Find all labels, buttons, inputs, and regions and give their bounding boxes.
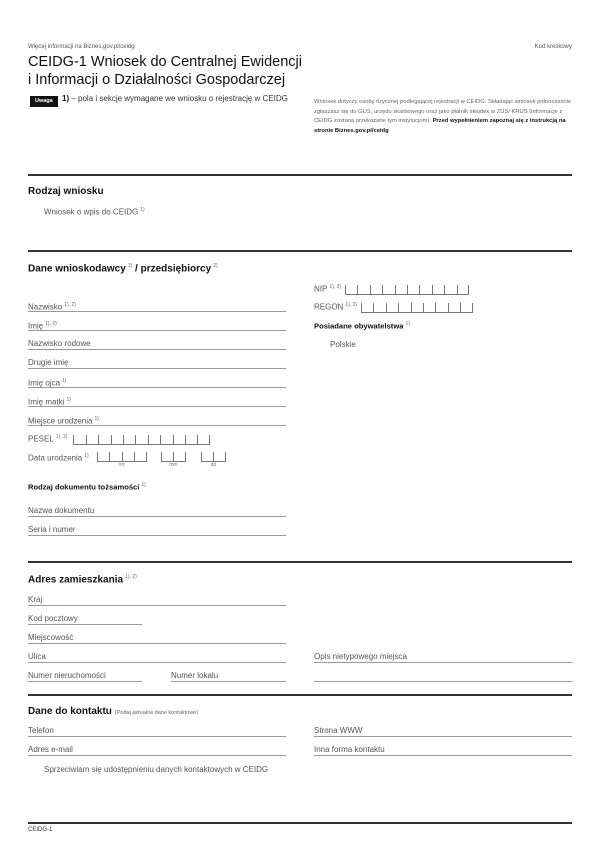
birth-day-group [201, 451, 226, 468]
field-seria-numer[interactable] [28, 524, 286, 536]
field-label: Telefon [28, 726, 54, 735]
digit-box[interactable] [448, 303, 460, 313]
footnote-sup: 1), 2) [329, 284, 342, 290]
barcode-label: Kod kreskowy [534, 44, 572, 50]
page-title [28, 53, 302, 89]
digit-box[interactable] [435, 303, 447, 313]
footer-form-code: CEIDG-1 [28, 827, 53, 833]
digit-box[interactable] [173, 435, 185, 445]
required-note [62, 94, 292, 104]
digit-box[interactable] [135, 435, 147, 445]
birth-year-group [97, 451, 147, 468]
digit-box[interactable] [160, 435, 172, 445]
field-nazwa-dokumentu[interactable] [28, 505, 286, 517]
digit-box[interactable] [398, 303, 410, 313]
field-label: Nazwisko [28, 302, 63, 312]
field-drugie-imie[interactable] [28, 357, 286, 369]
digit-box[interactable] [411, 303, 423, 313]
field-label: Miejsce urodzenia [28, 416, 93, 426]
more-info-link[interactable]: Więcej informacji na Biznes.gov.pl/ceidg [28, 44, 135, 50]
section-title-rodzaj: Rodzaj wniosku [28, 186, 104, 197]
digit-box[interactable] [111, 435, 123, 445]
field-label: Drugie imię [28, 358, 69, 367]
digit-box[interactable] [373, 303, 385, 313]
digit-box[interactable] [122, 452, 134, 462]
section-title-adres [28, 574, 137, 585]
nip-label [314, 282, 341, 295]
field-ulica[interactable] [28, 651, 286, 663]
option-sprzeciw[interactable]: Sprzeciwiam się udostępnieniu danych kontaktowych w CEIDG [44, 765, 269, 774]
regon-row [314, 300, 473, 313]
digit-box[interactable] [97, 452, 109, 462]
digit-box[interactable] [148, 435, 160, 445]
year-caption: rrrr [118, 462, 126, 468]
birth-date-label [28, 451, 89, 464]
section-title-kontakt [28, 706, 198, 717]
digit-box[interactable] [123, 435, 135, 445]
footnote-sup: 1) [127, 263, 133, 269]
footnote-sup: 1), 2) [64, 302, 76, 308]
field-opis-miejsca[interactable] [314, 651, 572, 663]
option-wpis-label: Wniosek o wpis do CEIDG [44, 207, 139, 217]
field-label: Imię ojca [28, 378, 61, 388]
footnote-sup: 1), 2) [45, 321, 57, 327]
digit-box[interactable] [161, 452, 173, 462]
pesel-row [28, 432, 210, 445]
title-line-2: i Informacji o Działalności Gospodarczej [28, 72, 286, 88]
citizenship-option-polskie[interactable]: Polskie [330, 340, 356, 349]
day-caption: dd [210, 462, 217, 468]
field-miejscowosc[interactable] [28, 632, 286, 644]
month-caption: mm [169, 462, 178, 468]
field-label: Ulica [28, 652, 46, 661]
footnote-sup: 1), 2) [55, 434, 68, 440]
field-label: PESEL [28, 434, 54, 444]
field-label: Data urodzenia [28, 453, 83, 463]
id-doc-heading [28, 482, 146, 492]
nip-row [314, 282, 469, 295]
citizenship-label: Posiadane obywatelstwa [314, 321, 404, 331]
birth-day-input[interactable] [201, 451, 226, 462]
field-label: Imię [28, 321, 44, 331]
field-nazwisko-rodowe[interactable] [28, 338, 286, 350]
field-kod-pocztowy[interactable] [28, 613, 142, 625]
digit-box[interactable] [407, 285, 419, 295]
field-label: Kraj [28, 595, 43, 604]
digit-box[interactable] [423, 303, 435, 313]
nip-input[interactable] [345, 284, 469, 295]
field-label: NIP [314, 284, 328, 294]
field-label: Numer nieruchomości [28, 671, 106, 680]
title-part-b: / przedsiębiorcy [132, 263, 212, 275]
footnote-sup: 2) [213, 263, 218, 269]
field-kraj[interactable] [28, 594, 286, 606]
section-note: (Podaj aktualne dane kontaktowe) [114, 710, 199, 716]
footnote-sup: 1), 2) [125, 574, 137, 580]
title-text: Adres zamieszkania [28, 574, 124, 586]
title-line-1: CEIDG-1 Wniosek do Centralnej Ewidencji [28, 54, 302, 70]
digit-box[interactable] [213, 452, 225, 462]
birth-month-input[interactable] [161, 451, 186, 462]
digit-box[interactable] [109, 452, 121, 462]
field-label: Opis nietypowego miejsca [314, 652, 407, 661]
field-inna-forma[interactable] [314, 744, 572, 756]
digit-box[interactable] [98, 435, 110, 445]
digit-box[interactable] [361, 303, 373, 313]
warning-badge: Uwaga [30, 96, 58, 107]
field-label: Nazwisko rodowe [28, 339, 91, 348]
field-strona-www[interactable] [314, 725, 572, 737]
footnote-sup: 1) [84, 453, 89, 459]
field-label: Strona WWW [314, 726, 363, 735]
field-imie[interactable] [28, 319, 286, 331]
option-wpis[interactable] [44, 207, 145, 217]
field-nazwisko[interactable] [28, 300, 286, 312]
title-part-a: Dane wnioskodawcy [28, 263, 126, 275]
digit-box[interactable] [419, 285, 431, 295]
digit-box[interactable] [345, 285, 357, 295]
digit-box[interactable] [357, 285, 369, 295]
digit-box[interactable] [197, 435, 209, 445]
intro-text [314, 98, 572, 136]
field-imie-matki[interactable] [28, 395, 286, 407]
footnote-sup: 1) [94, 416, 99, 422]
digit-box[interactable] [370, 285, 382, 295]
birth-year-input[interactable] [97, 451, 147, 462]
pesel-input[interactable] [73, 434, 209, 445]
digit-box[interactable] [185, 435, 197, 445]
section-divider [28, 250, 572, 252]
citizenship-heading [314, 321, 410, 331]
section-divider [28, 561, 572, 563]
field-imie-ojca[interactable] [28, 376, 286, 388]
digit-box[interactable] [457, 285, 469, 295]
birth-date-row [28, 451, 89, 464]
field-label: Numer lokalu [171, 671, 219, 680]
digit-box[interactable] [460, 303, 472, 313]
field-label: Nazwa dokumentu [28, 506, 95, 515]
footnote-sup: 1) [140, 207, 145, 213]
footnote-sup: 1) [66, 397, 71, 403]
section-divider [28, 694, 572, 696]
id-doc-label: Rodzaj dokumentu tożsamości [28, 482, 140, 492]
digit-box[interactable] [395, 285, 407, 295]
field-label: Seria i numer [28, 525, 76, 534]
pesel-label [28, 432, 67, 445]
required-text: – pola i sekcje wymagane we wniosku o rejestrację w CEIDG [69, 94, 288, 103]
digit-box[interactable] [173, 452, 185, 462]
field-opis-miejsca-line-2[interactable] [314, 670, 572, 682]
field-label: REGON [314, 302, 344, 312]
footnote-sup: 1) [62, 378, 67, 384]
digit-box[interactable] [73, 435, 85, 445]
intro-instruction[interactable]: Przed wypełnieniem zapoznaj się z instrukcją na stronie Biznes.gov.pl/ceidg [314, 118, 566, 134]
footnote-sup: 1) [405, 321, 410, 327]
digit-box[interactable] [382, 285, 394, 295]
footer-divider [28, 822, 572, 824]
digit-box[interactable] [86, 435, 98, 445]
field-label: Miejscowość [28, 633, 74, 642]
intro-body: Wniosek dotyczy osoby fizycznej podlegającej rejestracji w CEIDG. Składając wniosek jednocześnie zgłaszasz się do GUS, urzędu skarbowego oraz jako płatnik składek w ZUS/ KRUS (informacje z CEIDG zostaną przekazane tym instytucjom). [314, 99, 572, 125]
field-miejsce-urodzenia[interactable] [28, 414, 286, 426]
field-label: Imię matki [28, 397, 65, 407]
field-numer-nieruchomosci[interactable] [28, 670, 142, 682]
field-numer-lokalu[interactable] [171, 670, 286, 682]
digit-box[interactable] [201, 452, 213, 462]
required-marker: 1) [62, 94, 70, 103]
section-title-dane [28, 263, 218, 274]
footnote-sup: 1), 2) [345, 302, 358, 308]
birth-month-group [161, 451, 186, 468]
section-divider [28, 174, 572, 176]
field-telefon[interactable] [28, 725, 286, 737]
regon-input[interactable] [361, 302, 473, 313]
digit-box[interactable] [386, 303, 398, 313]
field-email[interactable] [28, 744, 286, 756]
digit-box[interactable] [134, 452, 146, 462]
field-label: Adres e-mail [28, 745, 73, 754]
digit-box[interactable] [432, 285, 444, 295]
digit-box[interactable] [444, 285, 456, 295]
field-label: Kod pocztowy [28, 614, 78, 623]
title-text: Dane do kontaktu [28, 706, 112, 717]
field-label: Inna forma kontaktu [314, 745, 385, 754]
regon-label [314, 300, 357, 313]
footnote-sup: 1) [141, 482, 146, 488]
